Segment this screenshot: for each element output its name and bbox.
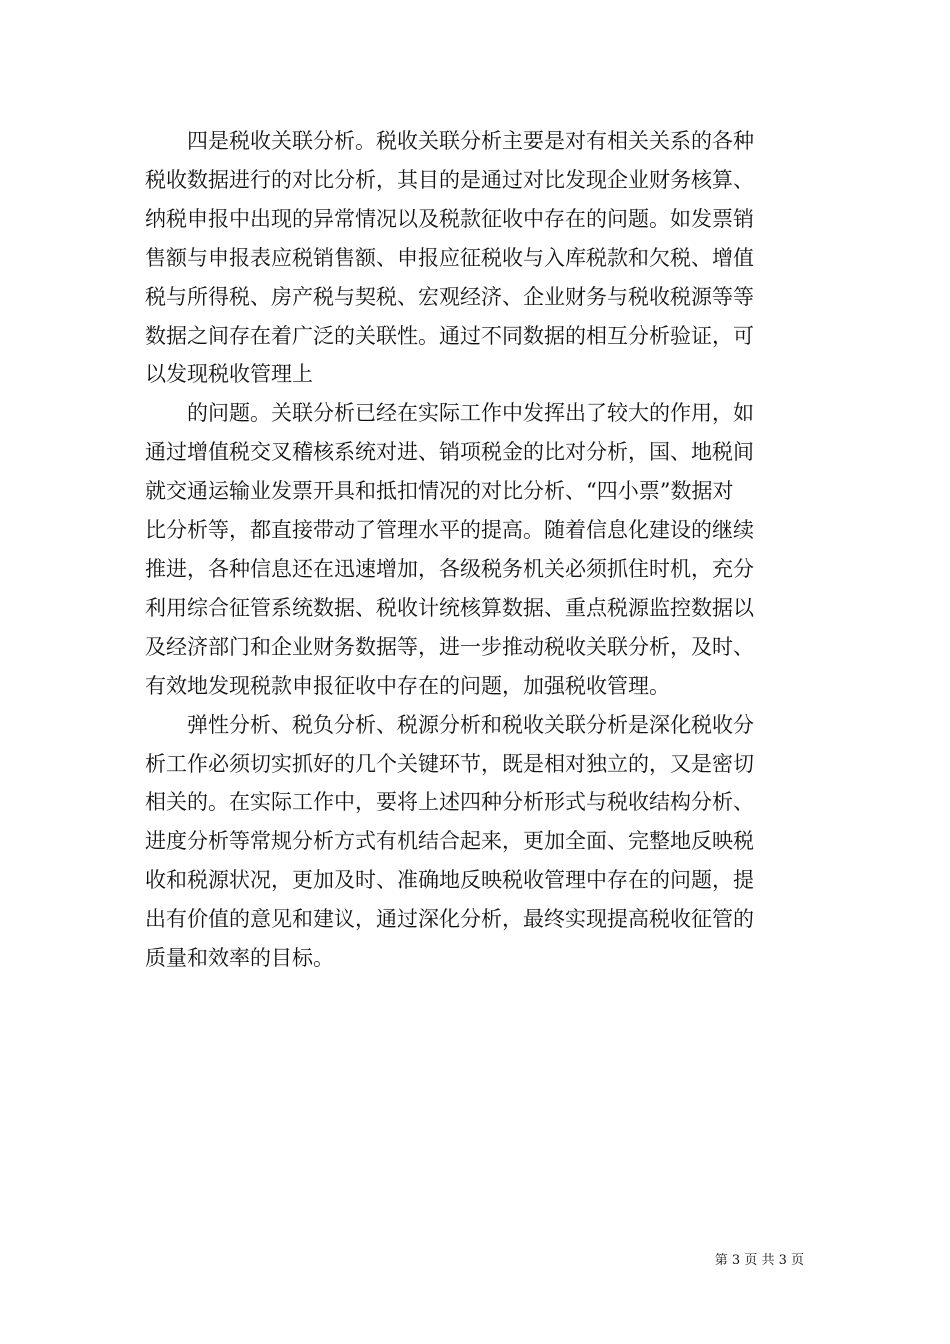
text-line: 以发现税收管理上 — [145, 362, 313, 387]
text-line: 税与所得税、房产税与契税、宏观经济、企业财务与税收税源等等 — [145, 284, 754, 309]
text-line: 的问题。关联分析已经在实际工作中发挥出了较大的作用，如 — [187, 401, 754, 426]
text-line: 质量和效率的目标。 — [145, 946, 334, 971]
text-line: 就交通运输业发票开具和抵扣情况的对比分析、“四小票”数据对 — [145, 479, 734, 504]
paragraph-correlation-practice — [145, 394, 809, 705]
text-line: 利用综合征管系统数据、税收计统核算数据、重点税源监控数据以 — [145, 595, 754, 620]
text-line: 有效地发现税款申报征收中存在的问题，加强税收管理。 — [145, 673, 670, 698]
paragraph-tax-correlation-analysis — [145, 122, 809, 394]
page-number-footer: 第 3 页 共 3 页 — [714, 1253, 804, 1268]
document-body — [145, 122, 809, 978]
text-line: 出有价值的意见和建议，通过深化分析，最终实现提高税收征管的 — [145, 907, 754, 932]
text-line: 析工作必须切实抓好的几个关键环节，既是相对独立的，又是密切 — [145, 751, 754, 776]
text-line: 售额与申报表应税销售额、申报应征税收与入库税款和欠税、增值 — [145, 245, 754, 270]
text-line: 通过增值税交叉稽核系统对进、销项税金的比对分析，国、地税间 — [145, 440, 754, 465]
text-line: 进度分析等常规分析方式有机结合起来，更加全面、完整地反映税 — [145, 829, 754, 854]
text-line: 及经济部门和企业财务数据等，进一步推动税收关联分析，及时、 — [145, 634, 754, 659]
text-line: 四是税收关联分析。税收关联分析主要是对有相关关系的各种 — [187, 129, 754, 153]
text-line: 比分析等，都直接带动了管理水平的提高。随着信息化建设的继续 — [145, 518, 754, 543]
text-line: 纳税申报中出现的异常情况以及税款征收中存在的问题。如发票销 — [145, 206, 754, 231]
text-line: 税收数据进行的对比分析，其目的是通过对比发现企业财务核算、 — [145, 167, 754, 192]
paragraph-conclusion — [145, 706, 809, 978]
text-line: 弹性分析、税负分析、税源分析和税收关联分析是深化税收分 — [187, 712, 754, 737]
text-line: 相关的。在实际工作中，要将上述四种分析形式与税收结构分析、 — [145, 790, 754, 815]
text-line: 推进，各种信息还在迅速增加，各级税务机关必须抓住时机，充分 — [145, 556, 754, 581]
text-line: 收和税源状况，更加及时、准确地反映税收管理中存在的问题，提 — [145, 868, 754, 893]
text-line: 数据之间存在着广泛的关联性。通过不同数据的相互分析验证，可 — [145, 323, 754, 348]
